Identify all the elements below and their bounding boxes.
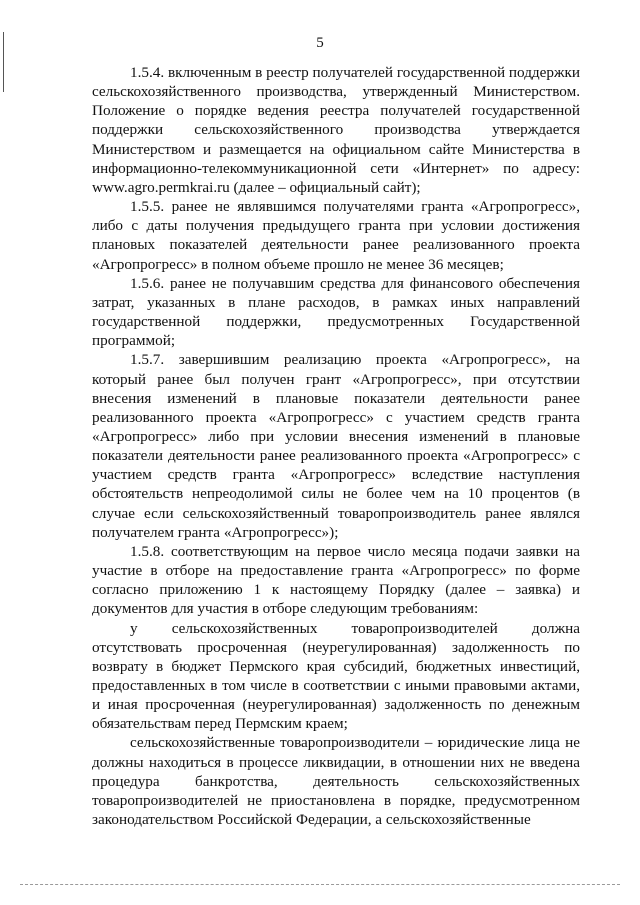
paragraph-legal-entity-requirement: сельскохозяйственные товаропроизводители – юридические лица не должны находиться в процессе ликвидации, в отношении них не введена процедура банкротства, деятельность сельскохозяйственных товаропроизводителей не приостановлена в порядке, предусмотренном законодательством Российской Федерации, а сельскохозяйственные: [92, 734, 580, 829]
paragraph-1-5-5: 1.5.5. ранее не являвшимся получателями гранта «Агропрогресс», либо с даты получения предыдущего гранта при условии достижения плановых показателей деятельности ранее реализованного проекта «Агропрогресс» в полном объеме прошло не менее 36 месяцев;: [92, 198, 580, 273]
page-bottom-rule: [20, 884, 620, 885]
paragraph-1-5-7: 1.5.7. завершившим реализацию проекта «Агропрогресс», на который ранее был получен грант «Агропрогресс», при отсутствии внесения изменений в плановые показатели деятельности ранее реализованного проекта «Агропрогресс» с участием средств гранта «Агропрогресс» либо при условии внесения изменений в плановые показатели деятельности ранее реализованного проекта «Агропрогресс» с участием средств гранта «Агропрогресс» вследствие наступления обстоятельств непреодолимой силы не более чем на 10 процентов (в случае если сельскохозяйственный товаропроизводитель ранее являлся получателем гранта «Агропрогресс»);: [92, 351, 580, 541]
paragraph-1-5-8: 1.5.8. соответствующим на первое число месяца подачи заявки на участие в отборе на предоставление гранта «Агропрогресс» по форме согласно приложению 1 к настоящему Порядку (далее – заявка) и документов для участия в отборе следующим требованиям:: [92, 542, 580, 618]
paragraph-1-5-4: 1.5.4. включенным в реестр получателей государственной поддержки сельскохозяйственного производства, утвержденный Министерством. Положение о порядке ведения реестра получателей государственной поддержки сельскохозяйственного производства утверждается Министерством и размещается на официальном сайте Министерства в информационно-телекоммуникационной сети «Интернет» по адресу: www.agro.permkrai.ru (далее – официальный сайт);: [92, 64, 580, 196]
paragraph-debt-requirement: у сельскохозяйственных товаропроизводителей должна отсутствовать просроченная (неурегулированная) задолженность по возврату в бюджет Пермского края субсидий, бюджетных инвестиций, предоставленных в том числе в соответствии с иными правовыми актами, и иная просроченная (неурегулированная) задолженность по денежным обязательствам перед Пермским краем;: [92, 619, 580, 733]
paragraph-1-5-6: 1.5.6. ранее не получавшим средства для финансового обеспечения затрат, указанных в плане расходов, в рамках иных направлений государственной поддержки, предусмотренных Государственной программой;: [92, 274, 580, 350]
document-body: [92, 63, 580, 829]
page-number: 5: [316, 35, 324, 51]
